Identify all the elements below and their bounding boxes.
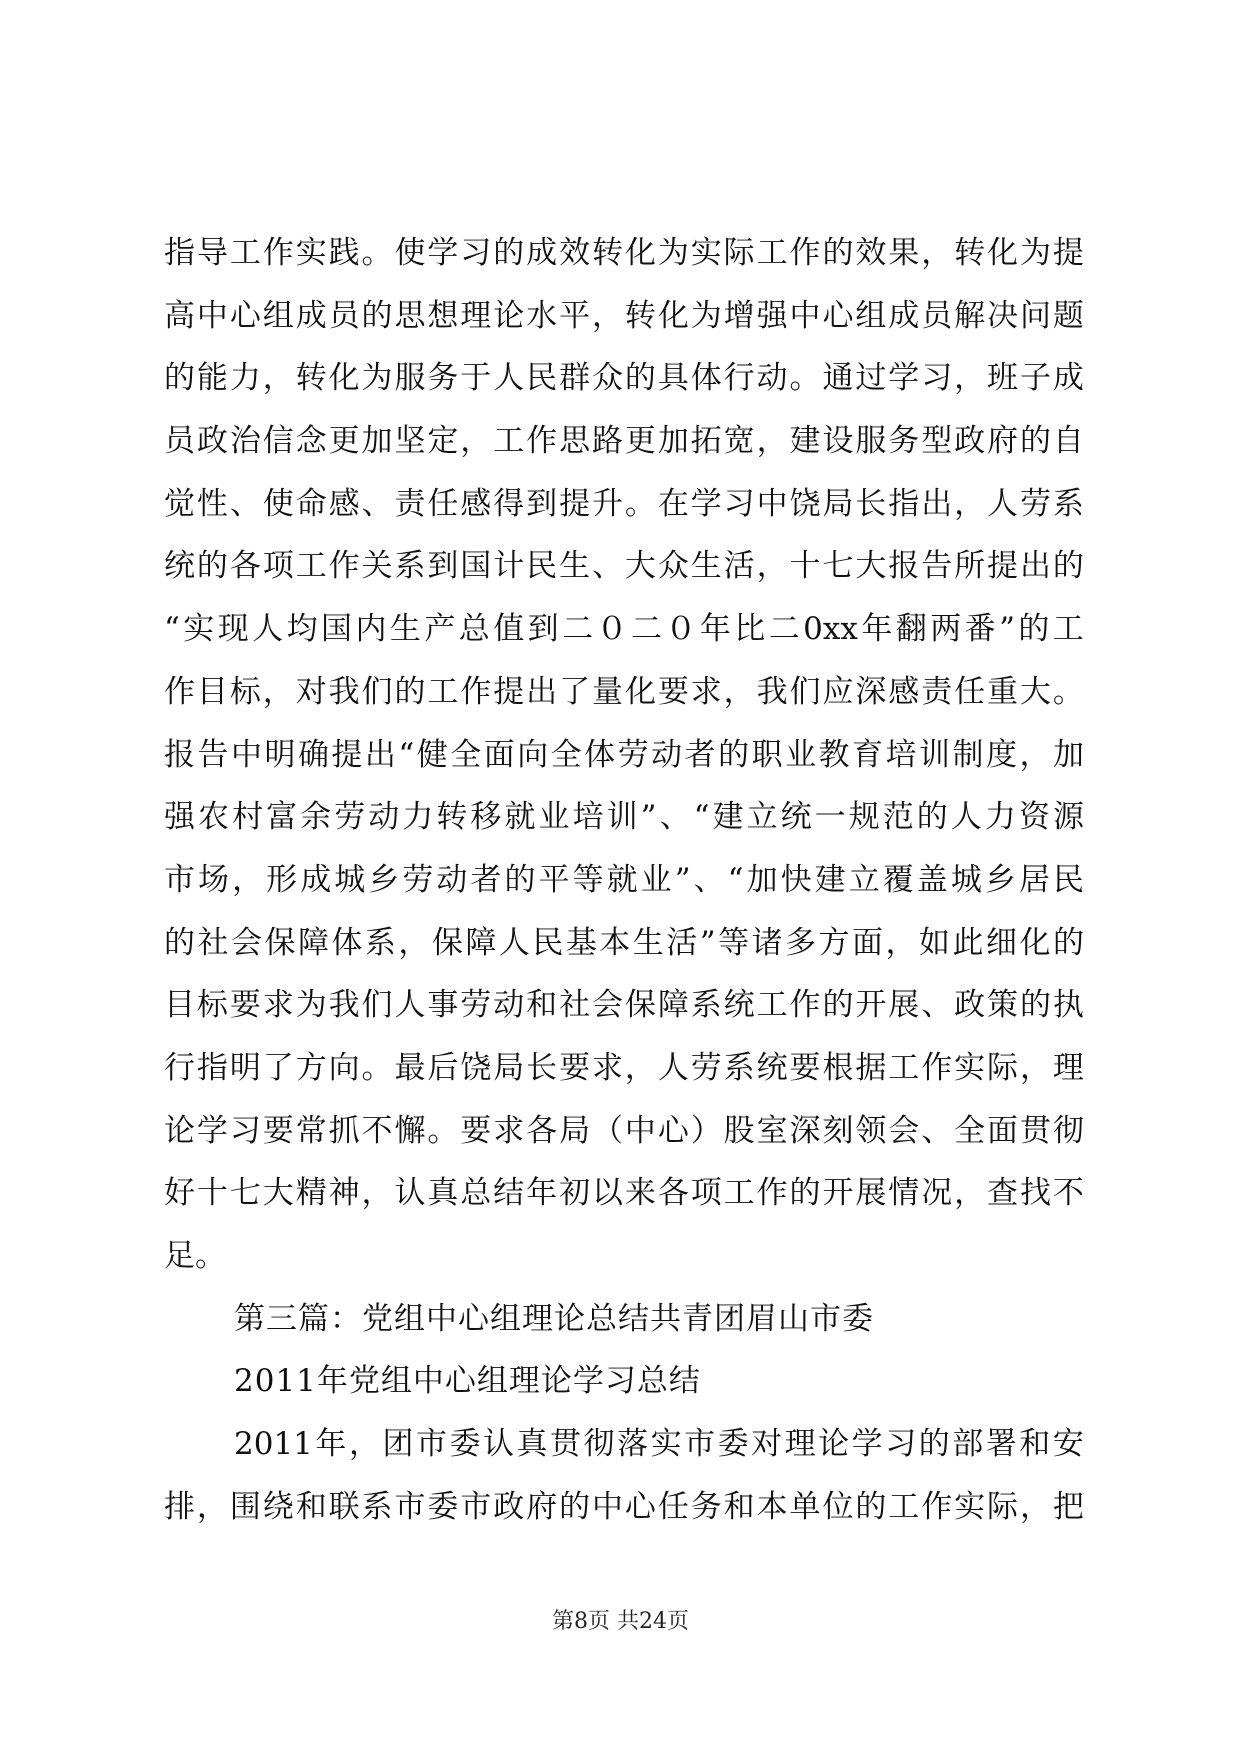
text-line: 统 的 各 项 工 作 关 系 到 国 计 民 生 、 大 众 生 活 ， 十 七 大 报 告 所 提 出 的 [164,548,1084,585]
text-line: 排 ， 围 绕 和 联 系 市 委 市 政 府 的 中 心 任 务 和 本 单 位 的 工 作 实 际 ， 把 [164,1488,1084,1525]
text-line: 觉 性 、 使 命 感 、 责 任 感 得 到 提 升 。 在 学 习 中 饶 局 长 指 出 ， 人 劳 系 [164,485,1084,522]
text-line: 高 中 心 组 成 员 的 思 想 理 论 水 平 ， 转 化 为 增 强 中 心 组 成 员 解 决 问 题 [164,297,1084,334]
text-line: 作 目 标 ， 对 我 们 的 工 作 提 出 了 量 化 要 求 ， 我 们 应 深 感 责 任 重 大 。 [164,673,1084,710]
document-body [164,232,1084,1548]
text-line: 强 农 村 富 余 劳 动 力 转 移 就 业 培 训 ” 、 “ 建 立 统 一 规 范 的 人 力 资 源 [164,799,1084,836]
text-line: 市 场 ， 形 成 城 乡 劳 动 者 的 平 等 就 业 ” 、 “ 加 快 建 立 覆 盖 城 乡 居 民 [164,861,1084,898]
text-line: 2011年党组中心组理论学习总结 [234,1363,701,1400]
text-line: 2011 年 ， 团 市 委 认 真 贯 彻 落 实 市 委 对 理 论 学 习 的 部 署 和 安 [234,1426,1084,1463]
text-line: 论 学 习 要 常 抓 不 懈 。 要 求 各 局 （ 中 心 ） 股 室 深 刻 领 会 、 全 面 贯 彻 [164,1112,1084,1149]
text-line: 足。 [164,1238,226,1274]
text-line: 员 政 治 信 念 更 加 坚 定 ， 工 作 思 路 更 加 拓 宽 ， 建 设 服 务 型 政 府 的 自 [164,423,1084,460]
text-line: 指 导 工 作 实 践 。 使 学 习 的 成 效 转 化 为 实 际 工 作 的 效 果 ， 转 化 为 提 [164,235,1084,271]
text-line: 好 十 七 大 精 神 ， 认 真 总 结 年 初 以 来 各 项 工 作 的 开 展 情 况 ， 查 找 不 [164,1175,1084,1212]
text-line: 目 标 要 求 为 我 们 人 事 劳 动 和 社 会 保 障 系 统 工 作 的 开 展 、 政 策 的 执 [164,987,1084,1024]
text-line: 的 能 力 ， 转 化 为 服 务 于 人 民 群 众 的 具 体 行 动 。 通 过 学 习 ， 班 子 成 [164,360,1084,397]
text-line: 报 告 中 明 确 提 出 “ 健 全 面 向 全 体 劳 动 者 的 职 业 教 育 培 训 制 度 ， 加 [164,736,1084,773]
text-line: 第三篇：党组中心组理论总结共青团眉山市委 [234,1300,874,1337]
text-line: 的 社 会 保 障 体 系 ， 保 障 人 民 基 本 生 活 ” 等 诸 多 方 面 ， 如 此 细 化 的 [164,924,1084,961]
text-line: 行 指 明 了 方 向 。 最 后 饶 局 长 要 求 ， 人 劳 系 统 要 根 据 工 作 实 际 ， 理 [164,1049,1084,1086]
page-footer: 第8页 共24页 [552,1609,689,1634]
text-line: “ 实 现 人 均 国 内 生 产 总 值 到 二 ０ 二 ０ 年 比 二 0xx 年 翻 两 番 ” 的 工 [164,611,1084,648]
